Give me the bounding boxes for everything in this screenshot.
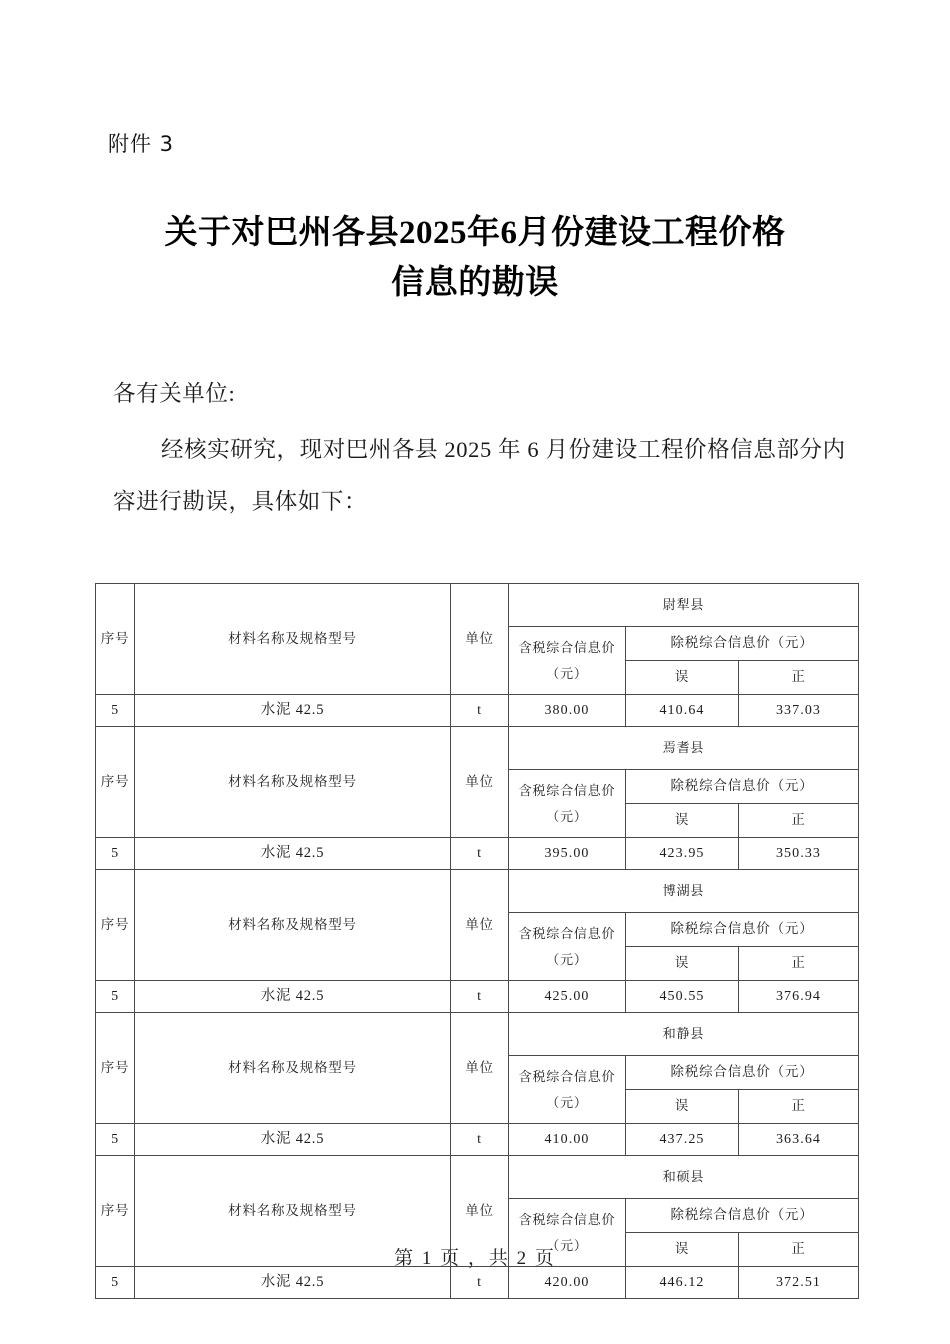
cell-wrong-value: 423.95 [626,838,739,870]
table-header-row-county [96,584,859,627]
header-cell-material: 材料名称及规格型号 [135,870,451,981]
header-incl-tax-line2: （元） [546,808,588,824]
table-row [96,1267,859,1299]
cell-correct-value: 363.64 [739,1124,859,1156]
attachment-label: 附件 3 [108,132,175,156]
header-cell-excl-tax: 除税综合信息价（元） [626,1199,859,1233]
cell-unit: t [451,838,509,870]
cell-incl-tax: 410.00 [509,1124,626,1156]
header-cell-unit: 单位 [451,870,509,981]
cell-incl-tax: 395.00 [509,838,626,870]
header-cell-material: 材料名称及规格型号 [135,1156,451,1267]
table-row [96,1124,859,1156]
salutation: 各有关单位: [113,381,236,406]
body-paragraph: 经核实研究，现对巴州各县 2025 年 6 月份建设工程价格信息部分内容进行勘误，具体如下： [113,437,846,514]
cell-wrong-value: 446.12 [626,1267,739,1299]
table-row [96,838,859,870]
cell-seq: 5 [96,981,135,1013]
page-title-line-2: 信息的勘误 [391,265,559,301]
header-cell-unit: 单位 [451,727,509,838]
header-cell-seq: 序号 [96,1013,135,1124]
header-cell-seq: 序号 [96,584,135,695]
cell-unit: t [451,981,509,1013]
header-cell-correct: 正 [739,1233,859,1267]
table-row [96,695,859,727]
header-incl-tax-line1: 含税综合信息价 [518,640,616,656]
price-correction-table [95,583,859,1299]
header-cell-wrong: 误 [626,661,739,695]
header-cell-seq: 序号 [96,727,135,838]
header-cell-material: 材料名称及规格型号 [135,584,451,695]
header-cell-wrong: 误 [626,804,739,838]
table-row [96,981,859,1013]
cell-seq: 5 [96,1124,135,1156]
header-cell-material: 材料名称及规格型号 [135,1013,451,1124]
cell-incl-tax: 425.00 [509,981,626,1013]
cell-correct-value: 337.03 [739,695,859,727]
header-cell-incl-tax [509,913,626,981]
header-cell-wrong: 误 [626,1090,739,1124]
header-incl-tax-line2: （元） [546,1094,588,1110]
header-cell-seq: 序号 [96,870,135,981]
header-cell-incl-tax [509,770,626,838]
table-header-row-county [96,1156,859,1199]
header-cell-wrong: 误 [626,1233,739,1267]
cell-material: 水泥 42.5 [135,838,451,870]
page-title [115,208,835,308]
cell-wrong-value: 450.55 [626,981,739,1013]
header-cell-unit: 单位 [451,1013,509,1124]
cell-correct-value: 350.33 [739,838,859,870]
header-incl-tax-line2: （元） [546,951,588,967]
cell-seq: 5 [96,695,135,727]
table-body [96,584,859,1299]
header-cell-incl-tax [509,1056,626,1124]
header-incl-tax-line2: （元） [546,1237,588,1253]
header-cell-correct: 正 [739,661,859,695]
header-cell-excl-tax: 除税综合信息价（元） [626,770,859,804]
header-cell-correct: 正 [739,1090,859,1124]
cell-incl-tax: 420.00 [509,1267,626,1299]
header-cell-excl-tax: 除税综合信息价（元） [626,1056,859,1090]
body-text [113,368,853,528]
county-name-cell: 博湖县 [509,870,859,913]
header-cell-correct: 正 [739,947,859,981]
cell-material: 水泥 42.5 [135,981,451,1013]
header-incl-tax-line1: 含税综合信息价 [518,1212,616,1228]
header-incl-tax-line1: 含税综合信息价 [518,926,616,942]
header-incl-tax-line2: （元） [546,665,588,681]
cell-unit: t [451,1267,509,1299]
table-header-row-county [96,1013,859,1056]
header-cell-material: 材料名称及规格型号 [135,727,451,838]
header-cell-correct: 正 [739,804,859,838]
header-cell-wrong: 误 [626,947,739,981]
county-name-cell: 焉耆县 [509,727,859,770]
header-cell-incl-tax [509,627,626,695]
cell-material: 水泥 42.5 [135,695,451,727]
table-header-row-county [96,727,859,770]
header-cell-excl-tax: 除税综合信息价（元） [626,627,859,661]
county-name-cell: 和静县 [509,1013,859,1056]
cell-incl-tax: 380.00 [509,695,626,727]
header-cell-unit: 单位 [451,1156,509,1267]
header-incl-tax-line1: 含税综合信息价 [518,783,616,799]
header-cell-excl-tax: 除税综合信息价（元） [626,913,859,947]
header-incl-tax-line1: 含税综合信息价 [518,1069,616,1085]
cell-correct-value: 376.94 [739,981,859,1013]
header-cell-unit: 单位 [451,584,509,695]
cell-seq: 5 [96,838,135,870]
county-name-cell: 和硕县 [509,1156,859,1199]
cell-wrong-value: 410.64 [626,695,739,727]
page-footer: 第 1 页 ，共 2 页 [394,1248,556,1269]
cell-material: 水泥 42.5 [135,1267,451,1299]
header-cell-seq: 序号 [96,1156,135,1267]
cell-correct-value: 372.51 [739,1267,859,1299]
page-title-line-1: 关于对巴州各县2025年6月份建设工程价格 [164,215,786,251]
cell-unit: t [451,695,509,727]
table-header-row-county [96,870,859,913]
cell-unit: t [451,1124,509,1156]
cell-seq: 5 [96,1267,135,1299]
cell-material: 水泥 42.5 [135,1124,451,1156]
county-name-cell: 尉犁县 [509,584,859,627]
cell-wrong-value: 437.25 [626,1124,739,1156]
